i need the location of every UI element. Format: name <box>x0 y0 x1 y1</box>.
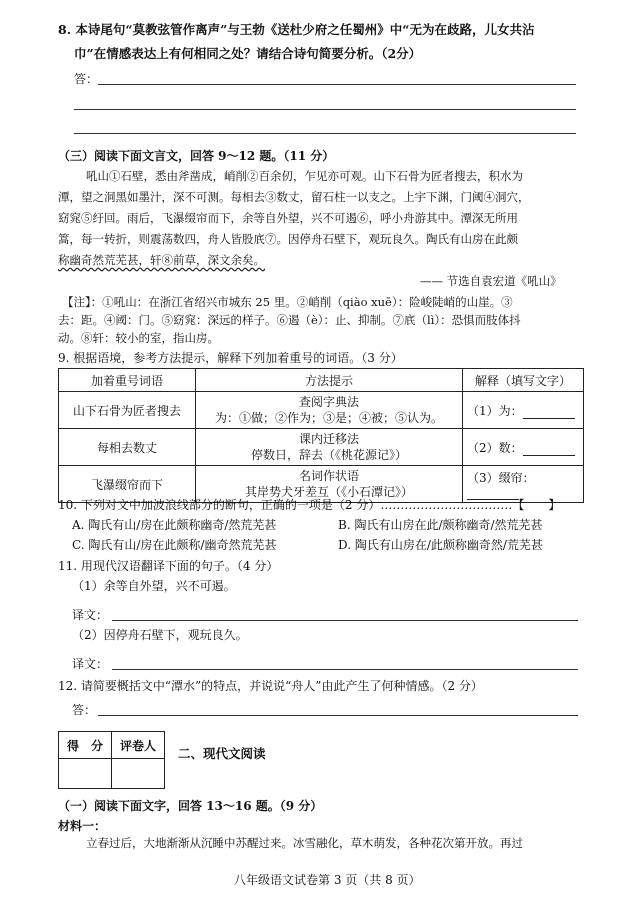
passage-line-1: 吼山①石壁，悉由斧凿成，峭削②百余仞，乍见亦可观。山下石骨为匠者搜去，积水为 <box>86 169 523 183</box>
score-cell[interactable] <box>59 759 112 789</box>
q9-row <box>59 429 584 466</box>
score-header: 得 分 <box>59 732 112 759</box>
q9-method-hint: 为：①做；②作为；③是；④被；⑤认为。 <box>214 411 443 425</box>
q9-answer-blank[interactable] <box>523 443 575 456</box>
q9-header-answer: 解释（填写文字） <box>463 369 584 392</box>
passage-source: —— 节选自袁宏道《吼山》 <box>420 274 562 288</box>
q11-prompt: 11. 用现代汉语翻译下面的句子。（4 分） <box>58 559 279 573</box>
passage-line-2: 潭，望之洞黑如墨汁，深不可测。每相去③数丈，留石柱一以支之。上宇下渊，门阈④洞穴， <box>58 190 530 204</box>
q11-translation-label-1: 译文： <box>72 608 109 622</box>
q9-method-name: 名词作状语 <box>298 469 359 483</box>
q9-method-name: 课内迁移法 <box>298 432 359 446</box>
q12-answer-line-1[interactable] <box>98 715 578 716</box>
section1-text-line-1: 立春过后，大地渐渐从沉睡中苏醒过来。冰雪融化，草木萌发，各种花次第开放。再过 <box>86 836 523 850</box>
q9-method-name: 查阅字典法 <box>298 395 359 409</box>
q11-sentence-1: （1）余等自外望，兴不可遏。 <box>72 579 236 593</box>
q8-answer-line-3[interactable] <box>74 133 576 134</box>
part2-title: 二、现代文阅读 <box>178 746 266 761</box>
q10-option-c[interactable]: C. 陶氏有山/房在此颇称/幽奇然荒芜甚 <box>72 538 277 552</box>
q9-table <box>58 368 584 503</box>
passage-line-3: 窈窕⑤纡回。雨后，飞瀑缀帘而下，余等自外望，兴不可遏⑥，呼小舟游其中。潭深无所用 <box>58 211 518 225</box>
q10-prompt: 10. 下列对文中加波浪线部分的断句，正确的一项是（2 分）……………………………【 】 <box>58 498 561 512</box>
q9-word: 每相去数丈 <box>59 429 196 466</box>
section3-header: （三）阅读下面文言文，回答 9～12 题。（11 分） <box>58 149 335 163</box>
q11-translation-label-2: 译文： <box>72 657 109 671</box>
q10-option-b[interactable]: B. 陶氏有山房在此/颇称幽奇/然荒芜甚 <box>338 518 543 532</box>
q9-row <box>59 392 584 429</box>
q9-word: 飞瀑缀帘而下 <box>59 466 196 503</box>
q9-header-method: 方法提示 <box>196 369 463 392</box>
q9-prompt: 9. 根据语境，参考方法提示，解释下列加着重号的词语。（3 分） <box>58 351 403 365</box>
q9-answer-label: （1）为： <box>467 403 523 418</box>
notes-line-1: 【注】：①吼山：在浙江省绍兴市城东 25 里。②峭削（qiào xuē）：险峻陡峭的山崖。③ <box>62 295 513 309</box>
q9-answer-blank[interactable] <box>523 406 575 419</box>
q8-line2: 巾”在情感表达上有何相同之处？请结合诗句简要分析。（2分） <box>74 46 422 61</box>
q9-method-hint: 停数日，辞去（《桃花源记》） <box>250 448 407 462</box>
passage-line-5: 称幽奇然荒芜甚，轩⑧前草，深文余矣。 <box>58 253 265 267</box>
q11-translation-line-2[interactable] <box>112 669 578 670</box>
q9-answer-cell[interactable] <box>463 392 584 429</box>
q9-header-word: 加着重号词语 <box>59 369 196 392</box>
grader-cell[interactable] <box>112 759 165 789</box>
notes-line-3: 动。⑧轩：较小的室，指山房。 <box>58 331 219 345</box>
q10-option-a[interactable]: A. 陶氏有山/房在此颇称幽奇/然荒芜甚 <box>72 518 277 532</box>
page-footer: 八年级语文试卷第 3 页（共 8 页） <box>234 873 421 887</box>
notes-line-2: 去：距。④阈：门。⑤窈窕：深远的样子。⑥遏（è）：止、抑制。⑦㡳（lì）：恐惧而肢体抖 <box>58 313 521 327</box>
q12-prompt: 12. 请简要概括文中“潭水”的特点，并说说“舟人”由此产生了何种情感。（2 分） <box>58 679 483 693</box>
q9-answer-cell[interactable] <box>463 429 584 466</box>
q10-option-d[interactable]: D. 陶氏有山房在/此颇称幽奇然/荒芜甚 <box>338 538 543 552</box>
q9-word: 山下石骨为匠者搜去 <box>59 392 196 429</box>
q12-answer-label: 答： <box>72 703 97 717</box>
q11-sentence-2: （2）因停舟石壁下，观玩良久。 <box>72 628 248 642</box>
q8-answer-line-1[interactable] <box>98 84 576 85</box>
q9-answer-label: （2）数： <box>467 440 523 455</box>
material-label: 材料一： <box>58 819 107 833</box>
q11-translation-line-1[interactable] <box>112 620 578 621</box>
q9-method <box>196 429 463 466</box>
passage-line-4: 篙，每一转折，则震荡数四，舟人皆股㡳⑦。因停舟石壁下，观玩良久。陶氏有山房在此颇 <box>58 232 518 246</box>
score-box <box>58 731 165 789</box>
q8-answer-line-2[interactable] <box>74 109 576 110</box>
q9-method-hint: 其岸势犬牙差互（《小石潭记》） <box>244 485 413 499</box>
q9-answer-label: （3）缀帘： <box>467 470 535 485</box>
section1-header: （一）阅读下面文字，回答 13～16 题。（9 分） <box>58 799 323 813</box>
q8-line1: 8. 本诗尾句“莫教弦管作离声”与王勃《送杜少府之任蜀州》中“无为在歧路，儿女共沾 <box>58 22 535 37</box>
q8-answer-label: 答： <box>74 72 99 86</box>
grader-header: 评卷人 <box>112 732 165 759</box>
q9-method <box>196 392 463 429</box>
